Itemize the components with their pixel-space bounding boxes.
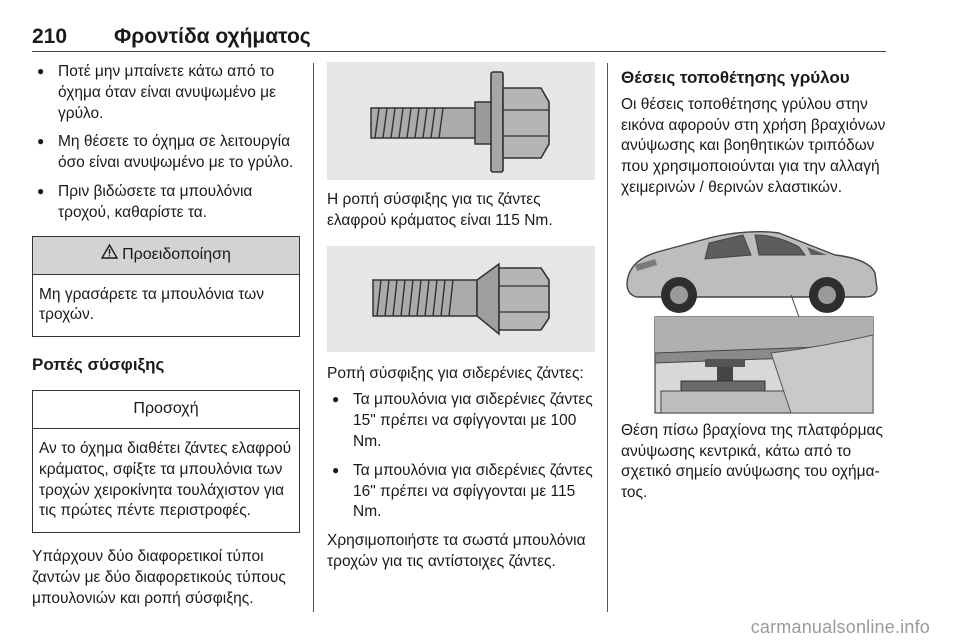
correct-bolts-text: Χρησιμοποιήστε τα σωστά μπουλόνια τροχών για τις αντίστοιχες ζάντες. bbox=[327, 532, 586, 570]
alloy-torque-text: Η ροπή σύσφιξης για τις ζάντες ελαφρού κράματος είναι 115 Nm. bbox=[327, 191, 553, 229]
bolt-types-paragraph: Υπάρχουν δύο διαφορετικοί τύποι ζαντών με δύο διαφορετικούς τύπους μπουλονιών και ροπή σύσφιξης. bbox=[32, 548, 286, 607]
page-header bbox=[32, 22, 886, 52]
warning-title: Προειδοποίηση bbox=[122, 245, 231, 263]
warning-text: Μη γρασάρετε τα μπουλόνια των τροχών. bbox=[39, 285, 264, 324]
page-title: Φροντίδα οχήματος bbox=[114, 25, 311, 48]
steel-torque-list bbox=[327, 390, 595, 523]
column-middle bbox=[327, 62, 595, 573]
list-item: ● Μη θέσετε το όχημα σε λειτουργία όσο είναι ανυψωμένο με το γρύλο. bbox=[32, 132, 300, 174]
warning-triangle-icon bbox=[101, 244, 118, 266]
column-divider-2 bbox=[607, 63, 608, 612]
list-item: ● Τα μπουλόνια για σιδερένιες ζάντες 16" πρέπει να σφίγγονται με 115 Nm. bbox=[327, 461, 595, 523]
jack-position-caption: Θέση πίσω βραχίονα της πλατφόρμας ανύψωσης κεντρικά, κάτω από το σχετικό σημείο ανύψωσης του οχήματος. bbox=[621, 421, 883, 502]
safety-bullet-list bbox=[32, 62, 300, 224]
list-item: ● Πριν βιδώσετε τα μπουλόνια τροχού, καθαρίστε τα. bbox=[32, 182, 300, 224]
warning-box bbox=[32, 236, 300, 338]
caution-title: Προσοχή bbox=[133, 400, 199, 418]
column-right bbox=[621, 62, 889, 504]
watermark: carmanualsonline.info bbox=[750, 617, 930, 637]
column-divider-1 bbox=[313, 63, 314, 612]
section-title-torque: Ροπές σύσφιξης bbox=[32, 355, 165, 375]
list-item: ● Ποτέ μην μπαίνετε κάτω από το όχημα όταν είναι ανυψωμένο με γρύλο. bbox=[32, 62, 300, 124]
alloy-wheel-bolt-image bbox=[327, 62, 595, 180]
caution-box bbox=[32, 390, 300, 533]
section-title-jack-points: Θέσεις τοποθέτησης γρύλου bbox=[621, 68, 850, 87]
jack-points-intro: Οι θέσεις τοποθέτησης γρύλου στην εικόνα αφορούν στη χρήση βραχιόνων ανύψωσης και βοηθητικών τριπόδων που χρησιμοποιούνται για την αλλαγή χειμερινών / θερινών ελαστικών. bbox=[621, 95, 886, 196]
car-lifting-point-image bbox=[621, 225, 889, 415]
warning-box-header bbox=[33, 237, 299, 275]
steel-wheel-bolt-image bbox=[327, 246, 595, 352]
page-number: 210 bbox=[32, 25, 68, 48]
list-item: ● Τα μπουλόνια για σιδερένιες ζάντες 15" πρέπει να σφίγγονται με 100 Nm. bbox=[327, 390, 595, 452]
caution-text: Αν το όχημα διαθέτει ζάντες ελαφρού κράματος, σφίξτε τα μπουλόνια των τροχών χειροκίνητα τουλάχιστον για τις πρώτες πέντε περιστροφές. bbox=[39, 439, 292, 520]
steel-torque-intro: Ροπή σύσφιξης για σιδερένιες ζάντες: bbox=[327, 364, 584, 382]
column-left bbox=[32, 62, 300, 610]
caution-box-header bbox=[33, 391, 299, 429]
